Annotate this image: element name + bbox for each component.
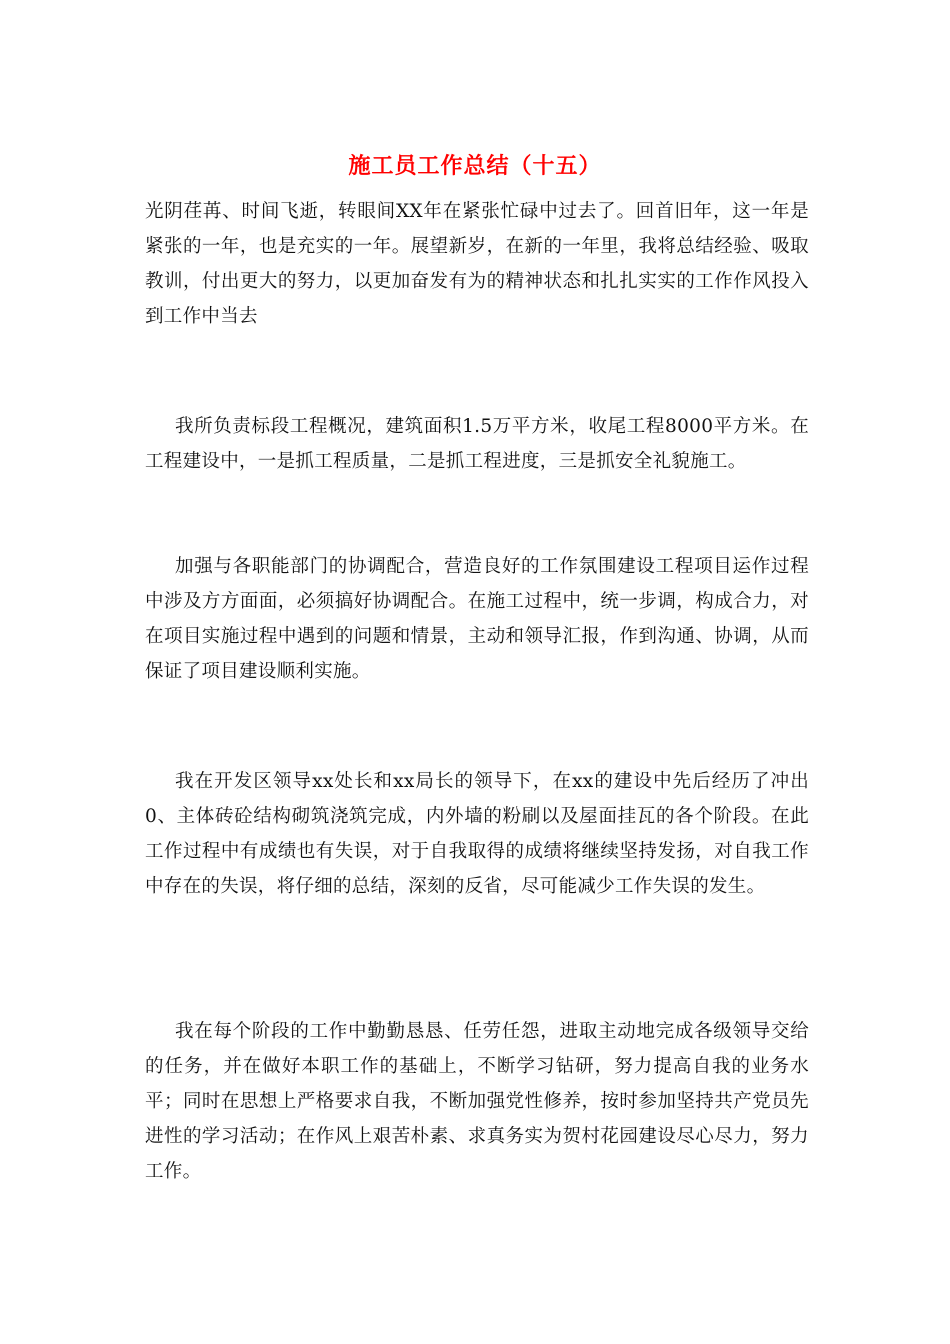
paragraph-project-overview: 我所负责标段工程概况，建筑面积1.5万平方米，收尾工程8000平方米。在工程建设中，一是抓工程质量，二是抓工程进度，三是抓安全礼貌施工。	[145, 416, 809, 472]
paragraph-construction-stages: 我在开发区领导xx处长和xx局长的领导下，在xx的建设中先后经历了冲出0、主体砖砼结构砌筑浇筑完成，内外墙的粉刷以及屋面挂瓦的各个阶段。在此工作过程中有成绩也有失误，对于自我取得的成绩将继续坚持发扬，对自我工作中存在的失误，将仔细的总结，深刻的反省，尽可能减少工作失误的发生。	[145, 771, 809, 897]
document-title: 施工员工作总结（十五）	[348, 153, 602, 179]
paragraph-coordination: 加强与各职能部门的协调配合，营造良好的工作氛围建设工程项目运作过程中涉及方方面面，必须搞好协调配合。在施工过程中，统一步调，构成合力，对在项目实施过程中遇到的问题和情景，主动和领导汇报，作到沟通、协调，从而保证了项目建设顺利实施。	[145, 556, 809, 682]
paragraph-intro: 光阴荏苒、时间飞逝，转眼间XX年在紧张忙碌中过去了。回首旧年，这一年是紧张的一年，也是充实的一年。展望新岁，在新的一年里，我将总结经验、吸取教训，付出更大的努力，以更加奋发有为的精神状态和扎扎实实的工作作风投入到工作中当去	[145, 201, 809, 327]
paragraph-work-attitude: 我在每个阶段的工作中勤勤恳恳、任劳任怨，进取主动地完成各级领导交给的任务，并在做好本职工作的基础上，不断学习钻研，努力提高自我的业务水平；同时在思想上严格要求自我，不断加强党性修养，按时参加坚持共产党员先进性的学习活动；在作风上艰苦朴素、求真务实为贺村花园建设尽心尽力，努力工作。	[145, 1021, 809, 1182]
